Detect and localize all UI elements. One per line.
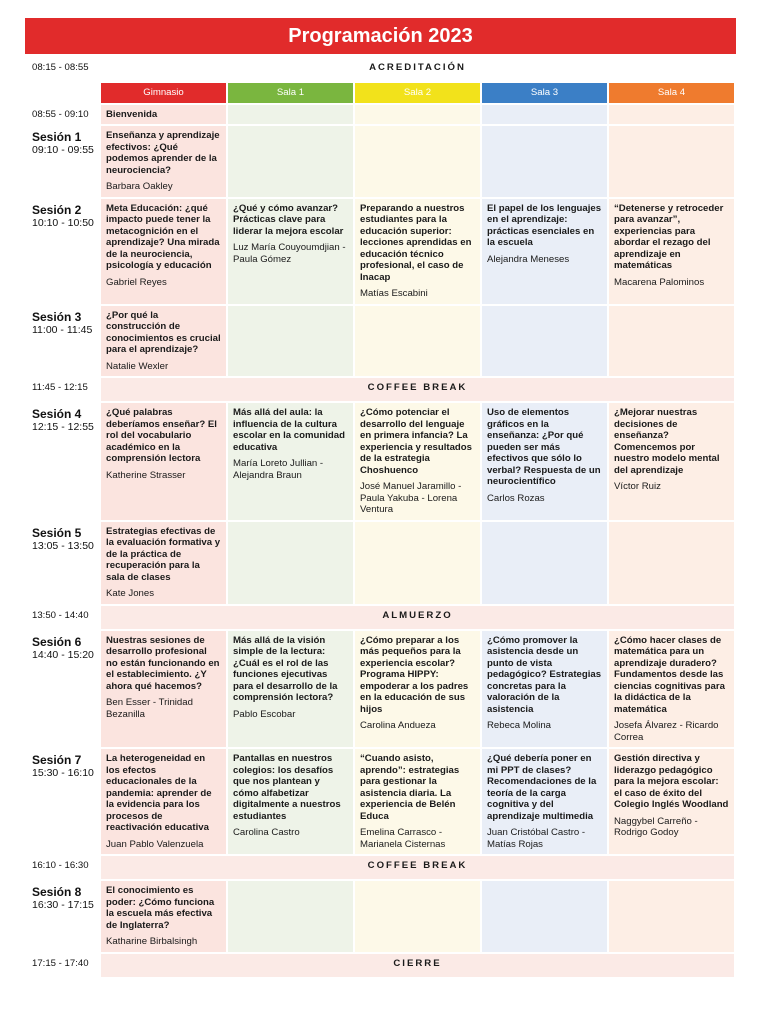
session-row <box>27 306 734 377</box>
talk-cell <box>101 403 226 520</box>
talk-cell <box>101 749 226 854</box>
empty-cell <box>609 881 734 952</box>
talk-title: “Detenerse y retroceder para avanzar”, experiencias para abordar el rezago del aprendizaje en matemáticas <box>614 202 724 271</box>
time-cell: 08:55 - 09:10 <box>27 105 99 125</box>
session-row <box>27 126 734 197</box>
room-header-0: Gimnasio <box>101 83 226 103</box>
talk-speaker: Matías Escabini <box>360 288 428 299</box>
time-cell: 08:15 - 08:55 <box>27 58 99 81</box>
room-header-4: Sala 4 <box>609 83 734 103</box>
session-time: 09:10 - 09:55 <box>32 144 94 156</box>
empty-cell <box>355 881 480 952</box>
schedule-table <box>25 56 736 979</box>
talk-speaker: Emelina Carrasco - Marianela Cisternas <box>360 827 446 850</box>
talk-speaker: Pablo Escobar <box>233 708 296 720</box>
talk-speaker: Ben Esser - Trinidad Bezanilla <box>106 697 193 720</box>
empty-cell <box>482 306 607 377</box>
session-name: Sesión 6 <box>32 634 82 649</box>
acreditacion-row <box>27 58 734 81</box>
talk-speaker: Katherine Strasser <box>106 469 186 481</box>
empty-cell <box>355 522 480 604</box>
room-header-1: Sala 1 <box>228 83 353 103</box>
empty-cell <box>228 126 353 197</box>
empty-cell <box>482 126 607 197</box>
talk-speaker: Barbara Oakley <box>106 181 173 192</box>
talk-cell <box>609 403 734 520</box>
talk-speaker: Carolina Andueza <box>360 720 436 731</box>
room-header-row <box>27 83 734 103</box>
talk-cell <box>482 631 607 748</box>
empty-cell <box>228 306 353 377</box>
talk-speaker: Josefa Álvarez - Ricardo Correa <box>614 720 719 743</box>
session-row <box>27 881 734 952</box>
break-band: CIERRE <box>101 954 734 977</box>
talk-cell <box>228 749 353 854</box>
session-row <box>27 749 734 854</box>
time-cell: 13:50 - 14:40 <box>27 606 99 629</box>
session-name: Sesión 4 <box>32 407 82 421</box>
talk-cell <box>609 199 734 304</box>
talk-cell <box>101 306 226 377</box>
session-name: Sesión 8 <box>32 885 82 899</box>
talk-cell <box>228 403 353 520</box>
talk-speaker: José Manuel Jaramillo - Paula Yakuba - Lorena Ventura <box>360 481 462 515</box>
talk-speaker: Juan Cristóbal Castro - Matías Rojas <box>487 827 586 850</box>
break-row <box>27 856 734 879</box>
talk-speaker: Carolina Castro <box>233 827 300 838</box>
empty-cell <box>228 881 353 952</box>
session-row <box>27 631 734 748</box>
empty-cell <box>482 881 607 952</box>
talk-title: ¿Cómo potenciar el desarrollo del lenguaje en primera infancia? La experiencia y resultados de la estrategia Choshuenco <box>360 407 472 476</box>
empty-cell <box>609 105 734 125</box>
talk-title: La heterogeneidad en los efectos educacionales de la pandemia: aprender de la evidencia para los procesos de reactivación educativa <box>106 753 212 833</box>
talk-title: ¿Cómo preparar a los más pequeños para la experiencia escolar? Programa HIPPY: empoderar a los padres en la educación de sus hijos <box>360 634 469 715</box>
talk-title: Gestión directiva y liderazgo pedagógico para la mejora escolar: el caso de éxito del Colegio Inglés Woodland <box>614 753 729 810</box>
talk-speaker: Luz María Couyoumdjian - Paula Gómez <box>233 242 346 265</box>
session-time: 10:10 - 10:50 <box>32 216 94 229</box>
empty-cell <box>482 522 607 604</box>
acreditacion-band: ACREDITACIÓN <box>101 58 734 81</box>
talk-title: Uso de elementos gráficos en la enseñanza: ¿Por qué pueden ser más efectivos que sólo lo verbal? Respuesta de un neurocientífico <box>487 407 601 487</box>
talk-title: El papel de los lenguajes en el aprendizaje: prácticas esenciales en la escuela <box>487 202 602 248</box>
bienvenida-row <box>27 105 734 125</box>
empty-cell <box>355 105 480 125</box>
talk-speaker: Alejandra Meneses <box>487 253 570 265</box>
time-cell: 17:15 - 17:40 <box>27 954 99 977</box>
session-time: 16:30 - 17:15 <box>32 899 94 911</box>
talk-cell <box>355 199 480 304</box>
session-row <box>27 522 734 604</box>
talk-cell <box>228 199 353 304</box>
talk-speaker: María Loreto Jullian - Alejandra Braun <box>233 458 324 481</box>
time-cell: 11:45 - 12:15 <box>27 378 99 401</box>
session-time-cell <box>27 881 99 952</box>
talk-speaker: Natalie Wexler <box>106 360 169 372</box>
session-time-cell <box>27 306 99 377</box>
talk-speaker: Carlos Rozas <box>487 492 545 504</box>
break-row <box>27 378 734 401</box>
talk-title: ¿Mejorar nuestras decisiones de enseñanza? Comencemos por nuestro modelo mental del aprendizaje <box>614 407 720 476</box>
break-band: COFFEE BREAK <box>101 856 734 879</box>
session-time: 13:05 - 13:50 <box>32 539 94 552</box>
talk-title: Más allá de la visión simple de la lectura:¿Cuál es el rol de las funciones ejecutivas para el desarrollo de la comprensión lectora? <box>233 634 338 703</box>
talk-cell <box>482 403 607 520</box>
bienvenida-cell <box>101 105 226 125</box>
talk-cell <box>482 199 607 304</box>
talk-cell <box>101 522 226 604</box>
empty-cell <box>355 126 480 197</box>
empty-cell <box>228 522 353 604</box>
talk-title: Nuestras sesiones de desarrollo profesional no están funcionando en el establecimiento. ¿Y ahora qué hacemos? <box>106 634 220 692</box>
session-row <box>27 199 734 304</box>
session-time: 15:30 - 16:10 <box>32 767 94 779</box>
talk-speaker: Macarena Palominos <box>614 276 705 288</box>
talk-title: “Cuando asisto, aprendo”: estrategias para gestionar la asistencia diaria. La experiencia de Belén Educa <box>360 753 460 822</box>
talk-cell <box>355 631 480 748</box>
talk-speaker: Gabriel Reyes <box>106 276 167 288</box>
session-name: Sesión 3 <box>32 309 82 324</box>
break-row <box>27 606 734 629</box>
talk-cell <box>101 199 226 304</box>
empty-cell <box>609 306 734 377</box>
session-time: 11:00 - 11:45 <box>32 323 93 336</box>
bienvenida-label: Bienvenida <box>106 108 158 120</box>
session-name: Sesión 2 <box>32 202 82 217</box>
talk-title: ¿Qué y cómo avanzar? Prácticas clave para liderar la mejora escolar <box>233 202 344 237</box>
page-title: Programación 2023 <box>25 18 736 54</box>
talk-title: ¿Qué debería poner en mi PPT de clases? Recomendaciones de la teoría de la carga cognitiva y del aprendizaje multimedia <box>487 753 597 822</box>
break-band: ALMUERZO <box>101 606 734 629</box>
talk-title: Meta Educación: ¿qué impacto puede tener la metacognición en el aprendizaje? Una mirada de la neurociencia, psicología y educación <box>106 202 220 271</box>
talk-title: ¿Por qué la construcción de conocimientos es crucial para el aprendizaje? <box>106 309 221 355</box>
talk-cell <box>101 126 226 197</box>
talk-speaker: Víctor Ruiz <box>614 481 661 492</box>
talk-cell <box>355 749 480 854</box>
talk-cell <box>101 631 226 748</box>
talk-speaker: Naggybel Carreño - Rodrigo Godoy <box>614 815 698 838</box>
empty-cell <box>609 522 734 604</box>
empty-cell <box>228 105 353 125</box>
break-band: COFFEE BREAK <box>101 378 734 401</box>
session-time-cell <box>27 522 99 604</box>
talk-speaker: Juan Pablo Valenzuela <box>106 838 204 850</box>
talk-title: Enseñanza y aprendizaje efectivos: ¿Qué podemos aprender de la neurociencia? <box>106 130 220 176</box>
talk-speaker: Rebeca Molina <box>487 720 551 731</box>
session-name: Sesión 7 <box>32 753 82 767</box>
session-time: 12:15 - 12:55 <box>32 421 94 433</box>
talk-cell <box>609 631 734 748</box>
empty-cell <box>609 126 734 197</box>
talk-cell <box>609 749 734 854</box>
session-row <box>27 403 734 520</box>
talk-title: Preparando a nuestros estudiantes para la educación superior: lecciones aprendidas en educación técnico profesional, el caso de Inacap <box>360 202 472 283</box>
talk-title: El conocimiento es poder: ¿Cómo funciona la escuela más efectiva de Inglaterra? <box>106 885 215 931</box>
empty-cell <box>355 306 480 377</box>
talk-title: Estrategias efectivas de la evaluación formativa y de la práctica de recuperación para la sala de clases <box>106 525 221 583</box>
talk-cell <box>228 631 353 748</box>
talk-speaker: Katharine Birbalsingh <box>106 936 198 947</box>
break-row <box>27 954 734 977</box>
talk-title: ¿Cómo promover la asistencia desde un punto de vista pedagógico? Estrategias concretas para la valoración de la asistencia <box>487 634 602 715</box>
talk-cell <box>482 749 607 854</box>
empty-cell <box>27 83 99 103</box>
session-time-cell <box>27 403 99 520</box>
talk-cell <box>101 881 226 952</box>
empty-cell <box>482 105 607 125</box>
talk-title: ¿Cómo hacer clases de matemática para un aprendizaje duradero? Fundamentos desde las ciencias cognitivas para la didáctica de la matemática <box>614 634 725 715</box>
talk-title: Pantallas en nuestros colegios: los desafíos que nos plantean y cómo alfabetizar digitalmente a nuestros estudiantes <box>233 753 341 822</box>
session-time-cell <box>27 126 99 197</box>
time-cell: 16:10 - 16:30 <box>27 856 99 879</box>
talk-title: Más allá del aula: la influencia de la cultura escolar en la comunidad educativa <box>233 407 345 453</box>
talk-speaker: Kate Jones <box>106 588 155 599</box>
room-header-3: Sala 3 <box>482 83 607 103</box>
session-name: Sesión 1 <box>32 130 82 144</box>
talk-title: ¿Qué palabras deberíamos enseñar? El rol del vocabulario académico en la comprensión lectora <box>106 407 217 464</box>
session-name: Sesión 5 <box>32 525 82 540</box>
talk-cell <box>355 403 480 520</box>
room-header-2: Sala 2 <box>355 83 480 103</box>
session-time-cell <box>27 749 99 854</box>
session-time: 14:40 - 15:20 <box>32 648 94 661</box>
session-time-cell <box>27 199 99 304</box>
session-time-cell <box>27 631 99 748</box>
